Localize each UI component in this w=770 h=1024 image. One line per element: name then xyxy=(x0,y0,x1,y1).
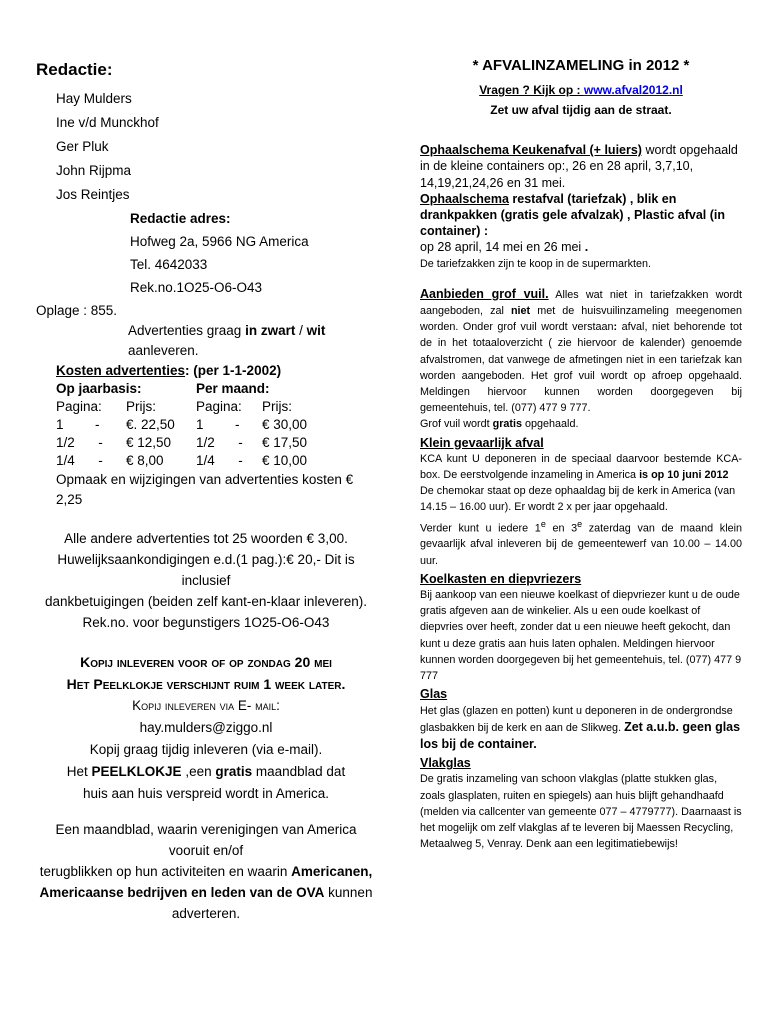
restafval-schedule: Ophaalschema restafval (tariefzak) , blik en drankpakken (gratis gele afvalzak) , Plastic afval (in container) : xyxy=(420,191,725,239)
restafval-dates: op 28 april, 14 mei en 26 mei . xyxy=(420,240,589,255)
editor-name: John Rijpma xyxy=(56,163,132,178)
peelklokje-description: Het PEELKLOKJE ,een gratis maandblad dat xyxy=(66,764,346,779)
kosten-heading: Kosten advertenties: (per 1-1-2002) xyxy=(56,363,282,378)
kopij-deadline: Kopij inleveren voor of op zondag 20 mei xyxy=(80,654,332,670)
address-heading: Redactie adres: xyxy=(130,211,231,226)
price-table-header: Op jaarbasis: Per maand: xyxy=(56,381,270,396)
right-column xyxy=(420,58,742,852)
email-address[interactable]: hay.mulders@ziggo.nl xyxy=(139,720,273,735)
redactie-heading: Redactie: xyxy=(36,60,113,79)
glas-text: Het glas (glazen en potten) kunt u deponeren in de ondergrondse glasbakken bij de kerk en aan de Slikweg. Zet a.u.b. geen glas los bij de container. xyxy=(420,704,741,751)
peelklokje-release: Het Peelklokje verschijnt ruim 1 week later. xyxy=(66,676,346,692)
advert-note: Advertenties graag in zwart / wit aanleveren. xyxy=(128,323,326,358)
grof-vuil-section: Aanbieden grof vuil. Alles wat niet in tariefzakken wordt aangeboden, zal niet met de huisvuilinzameling meegenomen worden. Onder grof vuil wordt verstaan: afval, niet behorende tot de in het totaaloverzicht ( zie hiervoor de kalender) genoemde afvalstromen, dat vanwege de afmetingen niet in een tariefzak kan worden aangeboden. Het grof vuil wordt op afroep opgehaald. Meldingen hiervoor kunnen worden doorgegeven bij gemeentehuis, tel. (077) 477 9 777. xyxy=(420,286,742,415)
address-rek: Rek.no.1O25-O6-O43 xyxy=(130,280,263,295)
price-table-columns: Pagina: Prijs: Pagina: Prijs: xyxy=(56,399,292,414)
vlakglas-heading: Vlakglas xyxy=(420,756,471,771)
kopij-tijdig: Kopij graag tijdig inleveren (via e-mail). xyxy=(89,742,323,757)
koelkasten-text: Bij aankoop van een nieuwe koelkast of diepvriezer kunt u de oude gratis afgeven aan de winkelier. Als u een oude koelkast of diepvries over heeft, zonder dat u een nieuwe heeft gekocht, dan kunt u deze gratis aan huis laten ophalen. Meldingen hiervoor kunnen worden doorgegeven bij het gemeentehuis, tel. (077) 477 9 777 xyxy=(420,589,742,683)
gemeentewerf-text: Verder kunt u iedere 1e en 3e zaterdag van de maand klein gevaarlijk afval inleveren bij de gemeentewerf van 10.00 – 14.00 uur. xyxy=(420,518,742,567)
address-tel: Tel. 4642033 xyxy=(130,257,208,272)
koelkasten-heading: Koelkasten en diepvriezers xyxy=(420,571,582,586)
email-label: Kopij inleveren via E- mail: xyxy=(132,698,280,713)
vragen-line: Vragen ? Kijk op : www.afval2012.nl xyxy=(479,83,683,98)
other-adverts-block: Alle andere advertenties tot 25 woorden € 3,00. Huwelijksaankondigingen e.d.(1 pag.):€ 20,- Dit is inclusief dankbetuigingen (beiden zelf kant-en-klaar inleveren). Rek.no. voor begunstigers 1O25-O6-O43 xyxy=(45,531,367,630)
distribution-note: huis aan huis verspreid wordt in America. xyxy=(82,786,330,801)
opmaak-note: Opmaak en wijzigingen van advertenties kosten € 2,25 xyxy=(56,472,354,507)
table-row: 1/2 - € 12,50 1/2 - € 17,50 xyxy=(56,435,308,450)
afval-title: * AFVALINZAMELING in 2012 * xyxy=(472,57,690,74)
maandblad-description: Een maandblad, waarin verenigingen van America vooruit en/of terugblikken op hun activiteiten en waarin Americanen, Americaanse bedrijven en leden van de OVA kunnen adverteren. xyxy=(39,822,373,921)
kopij-block xyxy=(36,651,376,805)
editor-name: Jos Reintjes xyxy=(56,187,130,202)
kga-text: KCA kunt U deponeren in de speciaal daarvoor bestemde KCA-box. De eerstvolgende inzameling in America is op 10 juni 2012 xyxy=(420,452,742,482)
table-row: 1/4 - € 8,00 1/4 - € 10,00 xyxy=(56,453,308,468)
editor-name: Ine v/d Munckhof xyxy=(56,115,159,130)
address-street: Hofweg 2a, 5966 NG America xyxy=(130,234,309,249)
vlakglas-text: De gratis inzameling van schoon vlakglas (platte stukken glas, zoals glasplaten, ruiten en spiegels) aan huis blijft gehandhaafd (melden via callcenter van gemeente 077 – 4779777). Daarnaast is het mogelijk om zelf vlakglas af te leveren bij Maessen Recycling, Metaalweg 5, Venray. Denk aan een legitimatiebewijs! xyxy=(420,773,742,851)
editor-names xyxy=(36,87,376,207)
chemokar-text: De chemokar staat op deze ophaaldag bij de kerk in America (van 14.15 – 16.00 uur). Er wordt 2 x per jaar opgehaald. xyxy=(420,485,736,514)
afval-website-link[interactable]: www.afval2012.nl xyxy=(583,83,683,98)
table-row: 1 - €. 22,50 1 - € 30,00 xyxy=(56,417,308,432)
kga-heading: Klein gevaarlijk afval xyxy=(420,435,544,450)
tariefzak-note: De tariefzakken zijn te koop in de supermarkten. xyxy=(420,257,652,270)
editor-address xyxy=(36,207,376,299)
editor-name: Hay Mulders xyxy=(56,91,132,106)
glas-heading: Glas xyxy=(420,687,448,702)
keukenafval-schedule: Ophaalschema Keukenafval (+ luiers) wordt opgehaald in de kleine containers op:, 26 en 28 april, 3,7,10, 14,19,21,24,26 en 31 mei. xyxy=(420,143,738,190)
grof-vuil-gratis: Grof vuil wordt gratis opgehaald. xyxy=(420,418,579,431)
oplage: Oplage : 855. xyxy=(36,303,118,318)
left-column xyxy=(36,58,376,924)
zet-tijdig: Zet uw afval tijdig aan de straat. xyxy=(490,103,672,118)
editor-name: Ger Pluk xyxy=(56,139,109,154)
